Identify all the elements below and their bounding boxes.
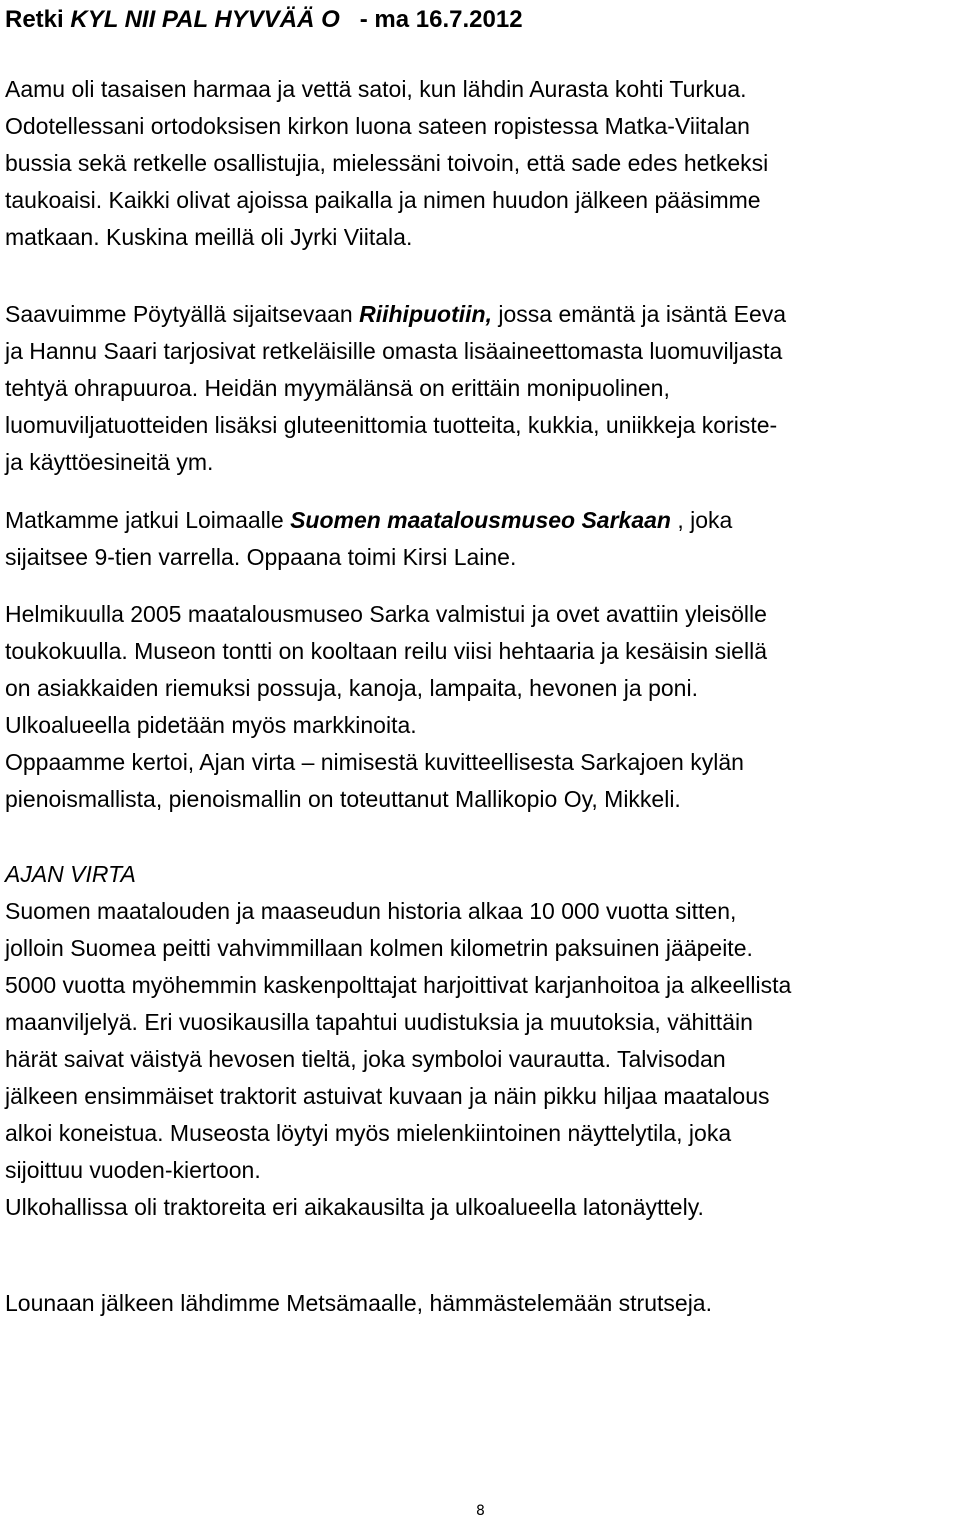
paragraph-ajan-virta (5, 856, 955, 1226)
text-line: Helmikuulla 2005 maatalousmuseo Sarka valmistui ja ovet avattiin yleisölle (5, 601, 767, 627)
text-line: bussia sekä retkelle osallistujia, mielessäni toivoin, että sade edes hetkeksi (5, 150, 769, 176)
paragraph-sarka (5, 502, 955, 576)
text-run: , joka (670, 507, 733, 533)
text-line: Oppaamme kertoi, Ajan virta – nimisestä kuvitteellisesta Sarkajoen kylän (5, 749, 744, 775)
text-line (5, 502, 955, 539)
text-run: jossa emäntä ja isäntä Eeva (491, 301, 787, 327)
text-line: härät saivat väistyä hevosen tieltä, joka symboloi vaurautta. Talvisodan (5, 1046, 726, 1072)
text-line (5, 296, 955, 333)
trip-date: - ma 16.7.2012 (339, 6, 523, 33)
text-run: Saavuimme Pöytyällä sijaitsevaan (5, 301, 360, 327)
text-line: Odotellessani ortodoksisen kirkon luona sateen ropistessa Matka-Viitalan (5, 113, 750, 139)
place-name: Suomen maatalousmuseo Sarkaan (290, 507, 671, 533)
place-name: Riihipuotiin, (359, 301, 492, 327)
text-line: on asiakkaiden riemuksi possuja, kanoja, lampaita, hevonen ja poni. (5, 675, 698, 701)
text-line: Suomen maatalouden ja maaseudun historia alkaa 10 000 vuotta sitten, (5, 898, 737, 924)
paragraph-lunch (5, 1285, 955, 1322)
text-line: Ulkoalueella pidetään myös markkinoita. (5, 712, 417, 738)
text-line: luomuviljatuotteiden lisäksi gluteenittomia tuotteita, kukkia, uniikkeja koriste- (5, 412, 778, 438)
text-line: sijaitsee 9-tien varrella. Oppaana toimi Kirsi Laine. (5, 544, 517, 570)
text-line: maanviljelyä. Eri vuosikausilla tapahtui uudistuksia ja muutoksia, vähittäin (5, 1009, 753, 1035)
text-line: alkoi koneistua. Museosta löytyi myös mielenkiintoinen näyttelytila, joka (5, 1120, 732, 1146)
text-line: ja käyttöesineitä ym. (5, 449, 214, 475)
title-prefix: Retki (5, 6, 71, 33)
text-line: matkaan. Kuskina meillä oli Jyrki Viitala. (5, 224, 413, 250)
section-heading: AJAN VIRTA (5, 861, 136, 887)
text-line: jälkeen ensimmäiset traktorit astuivat kuvaan ja näin pikku hiljaa maatalous (5, 1083, 770, 1109)
text-line: jolloin Suomea peitti vahvimmillaan kolmen kilometrin paksuinen jääpeite. (5, 935, 753, 961)
text-line: ja Hannu Saari tarjosivat retkeläisille omasta lisäaineettomasta luomuviljasta (5, 338, 783, 364)
trip-title: KYL NII PAL HYVVÄÄ O (70, 6, 340, 33)
text-run: Matkamme jatkui Loimaalle (5, 507, 291, 533)
text-line: taukoaisi. Kaikki olivat ajoissa paikalla ja nimen huudon jälkeen pääsimme (5, 187, 761, 213)
paragraph-museum (5, 596, 955, 818)
paragraph-riihipuoti (5, 296, 955, 481)
text-line: Lounaan jälkeen lähdimme Metsämaalle, hämmästelemään strutseja. (5, 1290, 712, 1316)
text-line: toukokuulla. Museon tontti on kooltaan reilu viisi hehtaaria ja kesäisin siellä (5, 638, 767, 664)
text-line: tehtyä ohrapuuroa. Heidän myymälänsä on erittäin monipuolinen, (5, 375, 670, 401)
page-number: 8 (476, 1503, 485, 1519)
document-title (5, 6, 523, 34)
text-line: Ulkohallissa oli traktoreita eri aikakausilta ja ulkoalueella latonäyttely. (5, 1194, 704, 1220)
text-line: Aamu oli tasaisen harmaa ja vettä satoi, kun lähdin Aurasta kohti Turkua. (5, 76, 747, 102)
paragraph-morning (5, 71, 955, 256)
text-line: sijoittuu vuoden-kiertoon. (5, 1157, 261, 1183)
text-line: pienoismallista, pienoismallin on toteuttanut Mallikopio Oy, Mikkeli. (5, 786, 681, 812)
text-line: 5000 vuotta myöhemmin kaskenpolttajat harjoittivat karjanhoitoa ja alkeellista (5, 972, 792, 998)
